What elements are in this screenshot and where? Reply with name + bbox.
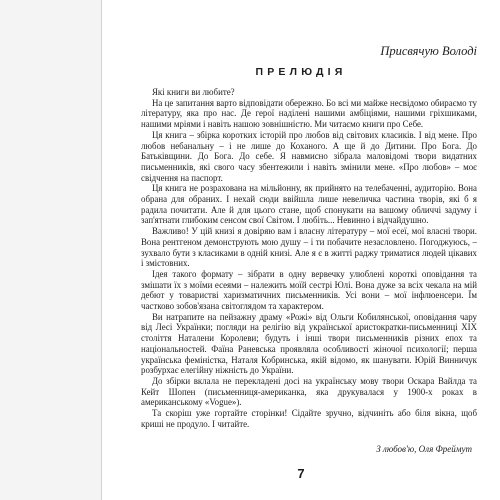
dedication: Присвячую Володі (380, 44, 477, 58)
paragraph: До збірки вклала не перекладені досі на українську мову твори Оскара Вайлда та Кейт Шопен (письменниця-американка, яка друкувалася у 1900-х роках в американському «Vogue»). (141, 375, 477, 408)
paragraph: Ця книга – збірка коротких історій про любов від світових класиків. І від мене. Про любов небанальну – і не лише до Коханого. А ще й до Дитини. Про Бога. До Батьківщини. До Бога. До себе. Я навмисно зібрала маловідомі твори видатних письменників, які свого часу збентежили і навіть змінили мене. «Про любов» – моє свідчення на паспорт. (141, 129, 477, 183)
chapter-title: ПРЕЛЮДІЯ (255, 66, 347, 78)
paragraph: Та скоріш уже гортайте сторінки! Сідайте зручно, відчиніть або біля вікна, щоб кришi не продуло. І читайте. (141, 408, 477, 429)
paragraph: Ця книга не розрахована на мільйонну, як прийнято на телебаченні, аудиторію. Вона обрана для обраних. І нехай сюди ввійшла лише невеличка частина творів, які б я радила почитати. Але й для цього стане, щоб спонукати на вашому обличчі задуму і зап'ятнати глибоким сенсом свої Світом. І любіть... Невинно і відчайдушно. (141, 183, 477, 226)
paragraph: Ідея такого формату – зібрати в одну вервечку улюблені короткі оповідання та змішати їх з моїми есеями – належить моїй сестрі Юлі. Вона дуже за всіх чекала на мій дебют у товаристві харизматичних письменників. Усі вони – мої інфлюенсери. Їм частково зобов'язана світоглядом та характером. (141, 268, 477, 312)
paragraph: Ви натрапите на пейзажну драму «Рожі» від Ольги Кобилянської, оповідання чару від Лесі Українки; погляди на релігію від української аристократки-письменниці XIX століття Наталени Королеви; будуть і інші твори письменників різних епох та національностей. Фаїна Раневська проявляла особливості жіночої психології; перша українська феміністка, Наталя Кобринська, якій відомо, як шанувати. Юрій Винничук розбурхає елегійну ніжність до України. (141, 311, 477, 376)
paragraph: Які книги ви любите? (152, 87, 235, 97)
body-text (141, 87, 477, 430)
left-margin (0, 0, 101, 500)
paragraph: На це запитання варто відповідати обережно. Бо всі ми майже несвідомо обираємо ту літературу, яка про нас. Де герої наділені нашими амбіціями, нашими гріхшиками, нашими мріями і навіть нашою зовнішністю. Ми читаємо книги про Себе. (141, 97, 477, 130)
paragraph: Важливо! У цій книзі я довіряю вам і власну літературу – мої есеї, мої власні твори. Вона рентгеном демонструють мою душу – і ти побачите незасловлено. Погоджуюсь, – зухвало бути з класиками в одній книзі. Але я є в житті раджу триматися людей цікавих і змістовних. (141, 226, 477, 269)
page-number: 7 (297, 466, 305, 481)
signature: З любов'ю, Оля Фреймут (376, 444, 472, 454)
book-page (102, 0, 500, 500)
